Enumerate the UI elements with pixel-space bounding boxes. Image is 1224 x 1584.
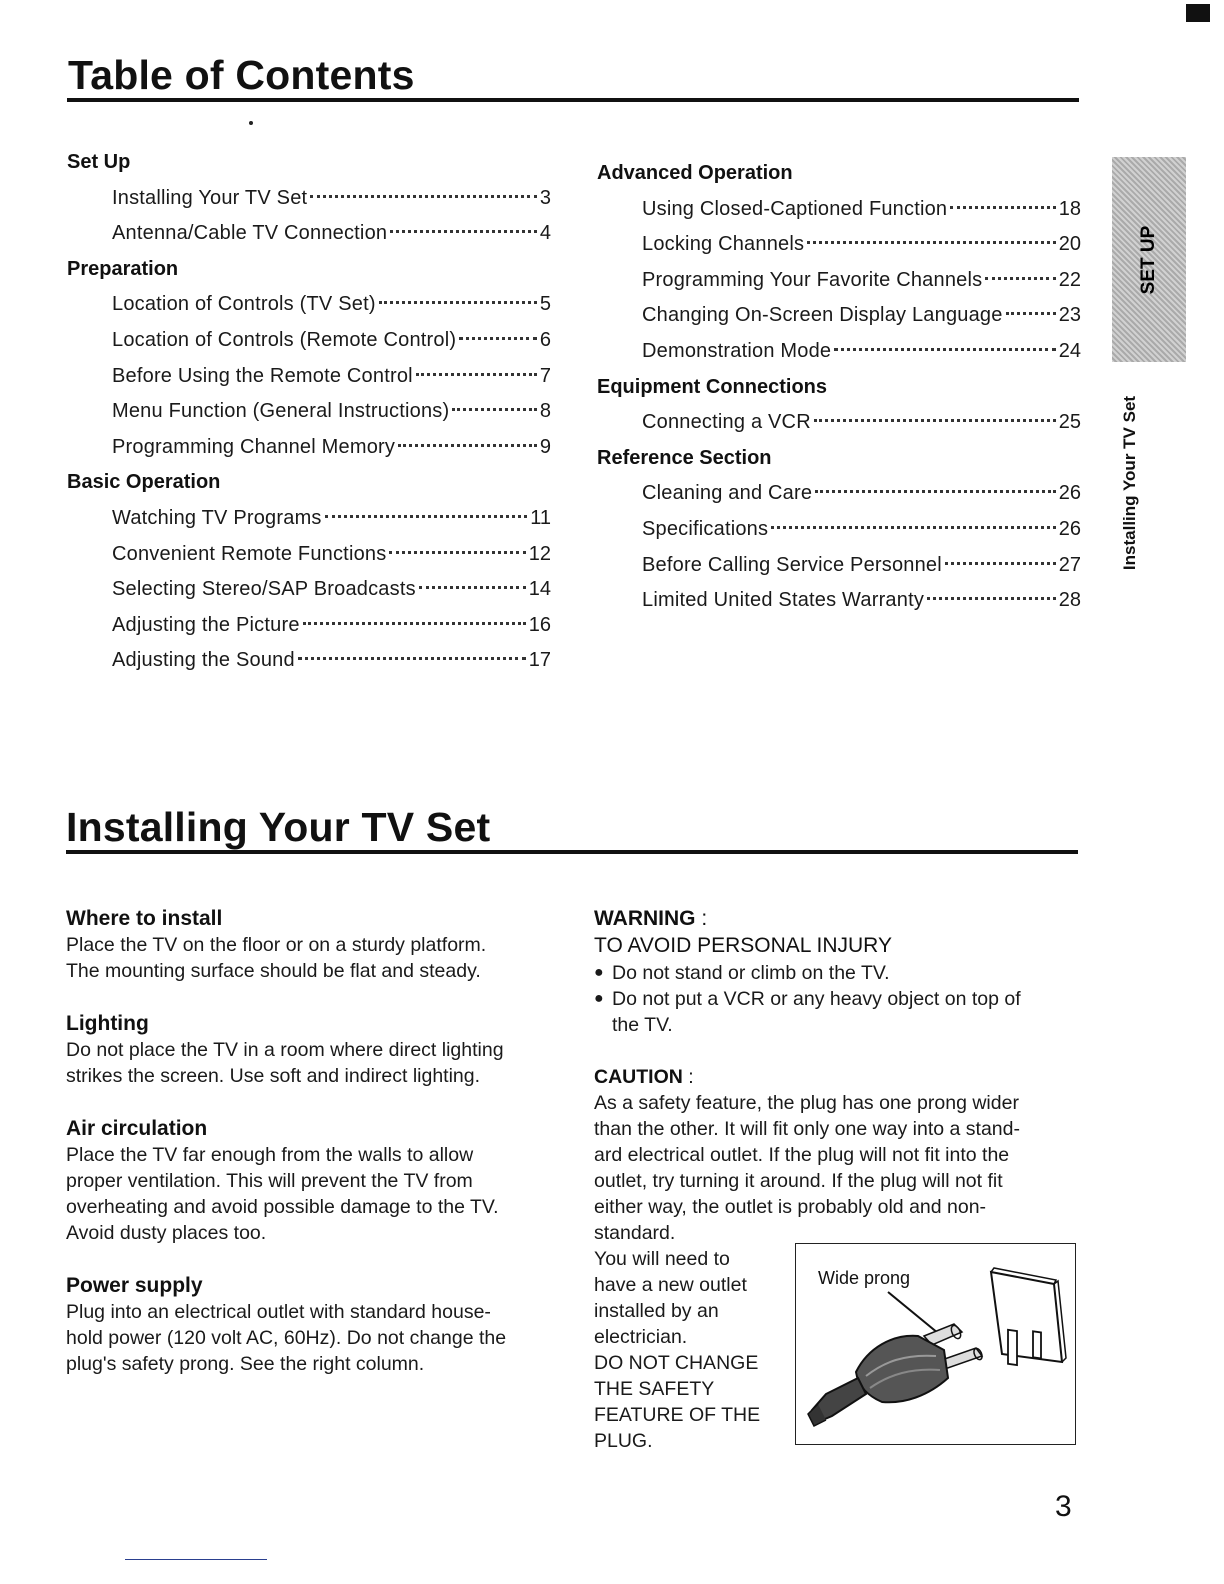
toc-entry-title: Installing Your TV Set: [112, 186, 308, 209]
toc-entry-page: 18: [1058, 197, 1081, 220]
toc-entry-title: Programming Channel Memory: [112, 435, 396, 458]
toc-entry-title: Adjusting the Picture: [112, 613, 300, 636]
toc-leader-dots: [325, 515, 528, 518]
body-line: PLUG.: [594, 1430, 653, 1452]
body-line: either way, the outlet is probably old and non-: [594, 1196, 987, 1218]
toc-entry-page: 27: [1058, 553, 1081, 576]
bullet-line: Do not put a VCR or any heavy object on top of: [612, 988, 1021, 1010]
toc-entry[interactable]: [597, 263, 1081, 299]
install-title: Installing Your TV Set: [66, 804, 491, 850]
toc-leader-dots: [985, 277, 1055, 280]
toc-section-heading: Reference Section: [597, 446, 772, 469]
toc-leader-dots: [419, 586, 526, 589]
toc-leader-dots: [814, 419, 1056, 422]
toc-leader-dots: [459, 337, 537, 340]
toc-entry-page: 26: [1058, 482, 1081, 505]
toc-entry[interactable]: [67, 359, 551, 395]
toc-entry-title: Antenna/Cable TV Connection: [112, 222, 388, 245]
toc-entry-title: Using Closed-Captioned Function: [642, 197, 948, 220]
body-line: The mounting surface should be flat and steady.: [66, 960, 481, 982]
toc-entry-page: 8: [539, 400, 551, 423]
air-circulation-block: [66, 1116, 546, 1246]
caution-heading-text: CAUTION: [594, 1066, 683, 1088]
toc-entry-page: 4: [539, 222, 551, 245]
toc-entry-title: Changing On-Screen Display Language: [642, 304, 1003, 327]
warning-bullet: [594, 986, 1079, 1038]
toc-leader-dots: [834, 348, 1056, 351]
toc-leader-dots: [390, 230, 537, 233]
toc-entry[interactable]: [67, 572, 551, 608]
toc-entry[interactable]: [67, 537, 551, 573]
toc-leader-dots: [945, 562, 1056, 565]
bullet-line: the TV.: [612, 1014, 673, 1036]
install-left-column: [66, 906, 546, 1404]
body-line: electrician.: [594, 1326, 688, 1348]
toc-entry-page: 11: [530, 506, 551, 529]
body-line: ard electrical outlet. If the plug will not fit into the: [594, 1144, 1010, 1166]
warning-subheading: TO AVOID PERSONAL INJURY: [594, 934, 892, 957]
body-line: As a safety feature, the plug has one prong wider: [594, 1092, 1019, 1114]
bullet-icon: ●: [594, 964, 604, 981]
toc-leader-dots: [416, 373, 537, 376]
toc-entry-page: 17: [528, 649, 551, 672]
bullet-icon: ●: [594, 990, 604, 1007]
toc-entry-page: 28: [1058, 589, 1081, 612]
toc-entry[interactable]: [67, 394, 551, 430]
toc-entry[interactable]: [67, 608, 551, 644]
where-to-install-heading: Where to install: [66, 907, 223, 930]
body-line: Plug into an electrical outlet with standard house-: [66, 1301, 491, 1323]
plug-drawing: [796, 1244, 1074, 1443]
body-line: installed by an: [594, 1300, 719, 1322]
toc-entry-page: 14: [528, 578, 551, 601]
body-line: DO NOT CHANGE: [594, 1352, 759, 1374]
toc-entry-page: 12: [528, 542, 551, 565]
toc-leader-dots: [771, 526, 1056, 529]
toc-entry[interactable]: [597, 476, 1081, 512]
toc-leader-dots: [298, 657, 526, 660]
body-line: Place the TV far enough from the walls to allow: [66, 1144, 474, 1166]
toc-entry-title: Selecting Stereo/SAP Broadcasts: [112, 578, 416, 601]
toc-entry-page: 25: [1058, 411, 1081, 434]
toc-entry-title: Programming Your Favorite Channels: [642, 268, 983, 291]
toc-entry-title: Convenient Remote Functions: [112, 542, 387, 565]
corner-mark: [1186, 4, 1210, 22]
body-line: than the other. It will fit only one way into a stand-: [594, 1118, 1020, 1140]
install-rule: [66, 850, 1078, 854]
toc-entry[interactable]: [67, 430, 551, 466]
caution-heading: [594, 1064, 1079, 1090]
toc-section-heading: Set Up: [67, 151, 131, 173]
toc-entry-page: 7: [539, 364, 551, 387]
plug-illustration: [795, 1243, 1076, 1445]
toc-leader-dots: [303, 622, 526, 625]
toc-entry[interactable]: [67, 323, 551, 359]
toc-leader-dots: [310, 195, 537, 198]
toc-right-column: [597, 156, 1081, 619]
body-line: hold power (120 volt AC, 60Hz). Do not change the: [66, 1327, 507, 1349]
toc-section-heading: Advanced Operation: [597, 162, 793, 184]
wide-prong-label: Wide prong: [818, 1268, 911, 1288]
toc-entry[interactable]: [597, 298, 1081, 334]
footer-line: [125, 1559, 267, 1560]
toc-entry[interactable]: [67, 287, 551, 323]
toc-rule: [67, 98, 1079, 102]
body-line: FEATURE OF THE: [594, 1404, 761, 1426]
body-line: standard.: [594, 1222, 676, 1244]
toc-entry[interactable]: [67, 216, 551, 252]
toc-entry-title: Specifications: [642, 517, 769, 540]
body-line: Place the TV on the floor or on a sturdy platform.: [66, 934, 487, 956]
warning-heading: [594, 905, 1079, 932]
warning-bullet: [594, 960, 1079, 986]
toc-leader-dots: [389, 551, 525, 554]
lighting-heading: Lighting: [66, 1012, 149, 1035]
power-supply-heading: Power supply: [66, 1274, 203, 1297]
toc-entry-page: 22: [1058, 268, 1081, 291]
toc-entry[interactable]: [597, 512, 1081, 548]
body-line: Avoid dusty places too.: [66, 1222, 267, 1244]
toc-entry-page: 20: [1058, 233, 1081, 256]
setup-side-tab-label: SET UP: [1138, 225, 1159, 294]
bullet-text: Do not stand or climb on the TV.: [612, 962, 890, 984]
outlet-note: [594, 1246, 784, 1454]
toc-entry-title: Menu Function (General Instructions): [112, 400, 450, 423]
toc-section-heading: Equipment Connections: [597, 375, 827, 398]
caution-colon: :: [682, 1066, 694, 1088]
toc-entry-title: Limited United States Warranty: [642, 589, 925, 612]
toc-leader-dots: [1006, 312, 1056, 315]
body-line: overheating and avoid possible damage to the TV.: [66, 1196, 499, 1218]
toc-entry-page: 26: [1058, 517, 1081, 540]
toc-entry-page: 5: [539, 293, 551, 316]
toc-leader-dots: [452, 408, 537, 411]
toc-entry-page: 16: [528, 613, 551, 636]
toc-entry[interactable]: [597, 583, 1081, 619]
toc-leader-dots: [927, 597, 1056, 600]
body-line: Do not place the TV in a room where direct lighting: [66, 1039, 504, 1061]
toc-entry[interactable]: [597, 548, 1081, 584]
toc-entry-title: Location of Controls (Remote Control): [112, 328, 457, 351]
body-line: THE SAFETY: [594, 1378, 715, 1400]
toc-entry-page: 24: [1058, 339, 1081, 362]
toc-entry-page: 6: [539, 328, 551, 351]
toc-entry[interactable]: [597, 227, 1081, 263]
warning-heading-text: WARNING: [594, 907, 696, 930]
toc-entry[interactable]: [67, 643, 551, 679]
toc-leader-dots: [398, 444, 537, 447]
toc-entry-title: Before Calling Service Personnel: [642, 553, 942, 576]
toc-entry-title: Cleaning and Care: [642, 482, 813, 505]
toc-entry-title: Before Using the Remote Control: [112, 364, 413, 387]
air-circulation-heading: Air circulation: [66, 1117, 208, 1140]
stray-dot: [249, 121, 253, 125]
outlet-icon: [991, 1268, 1066, 1365]
toc-entry-title: Demonstration Mode: [642, 339, 832, 362]
toc-entry-title: Location of Controls (TV Set): [112, 293, 376, 316]
body-line: plug's safety prong. See the right column.: [66, 1353, 425, 1375]
bullet-text: [612, 986, 1021, 1038]
lighting-block: [66, 1011, 546, 1089]
toc-entry[interactable]: [67, 181, 551, 217]
toc-entry[interactable]: [597, 192, 1081, 228]
toc-entry-page: 3: [539, 186, 551, 209]
body-line: outlet, try turning it around. If the plug will not fit: [594, 1170, 1003, 1192]
toc-entry[interactable]: [597, 334, 1081, 370]
toc-entry[interactable]: [597, 405, 1081, 441]
toc-section-heading: Basic Operation: [67, 471, 221, 494]
plug-icon: [808, 1324, 984, 1426]
toc-entry-title: Connecting a VCR: [642, 411, 811, 434]
toc-section-heading: Preparation: [67, 257, 179, 280]
body-line: You will need to: [594, 1248, 730, 1270]
toc-entry[interactable]: [67, 501, 551, 537]
page-number: 3: [1055, 1490, 1072, 1523]
toc-entry-title: Watching TV Programs: [112, 506, 322, 529]
where-to-install-block: [66, 906, 546, 984]
toc-entry-page: 9: [539, 435, 551, 458]
toc-entry-title: Adjusting the Sound: [112, 649, 295, 672]
body-line: proper ventilation. This will prevent the TV from: [66, 1170, 473, 1192]
body-line: have a new outlet: [594, 1274, 747, 1296]
toc-leader-dots: [807, 241, 1056, 244]
power-supply-block: [66, 1273, 546, 1377]
setup-side-tab[interactable]: [1112, 157, 1186, 362]
toc-leader-dots: [950, 206, 1055, 209]
body-line: strikes the screen. Use soft and indirect lighting.: [66, 1065, 481, 1087]
warning-colon: :: [695, 907, 708, 930]
toc-entry-title: Locking Channels: [642, 233, 805, 256]
toc-left-column: [67, 145, 551, 679]
section-side-label: Installing Your TV Set: [1120, 395, 1139, 571]
toc-leader-dots: [379, 301, 537, 304]
toc-leader-dots: [815, 490, 1056, 493]
toc-title: Table of Contents: [68, 52, 415, 98]
toc-entry-page: 23: [1058, 304, 1081, 327]
